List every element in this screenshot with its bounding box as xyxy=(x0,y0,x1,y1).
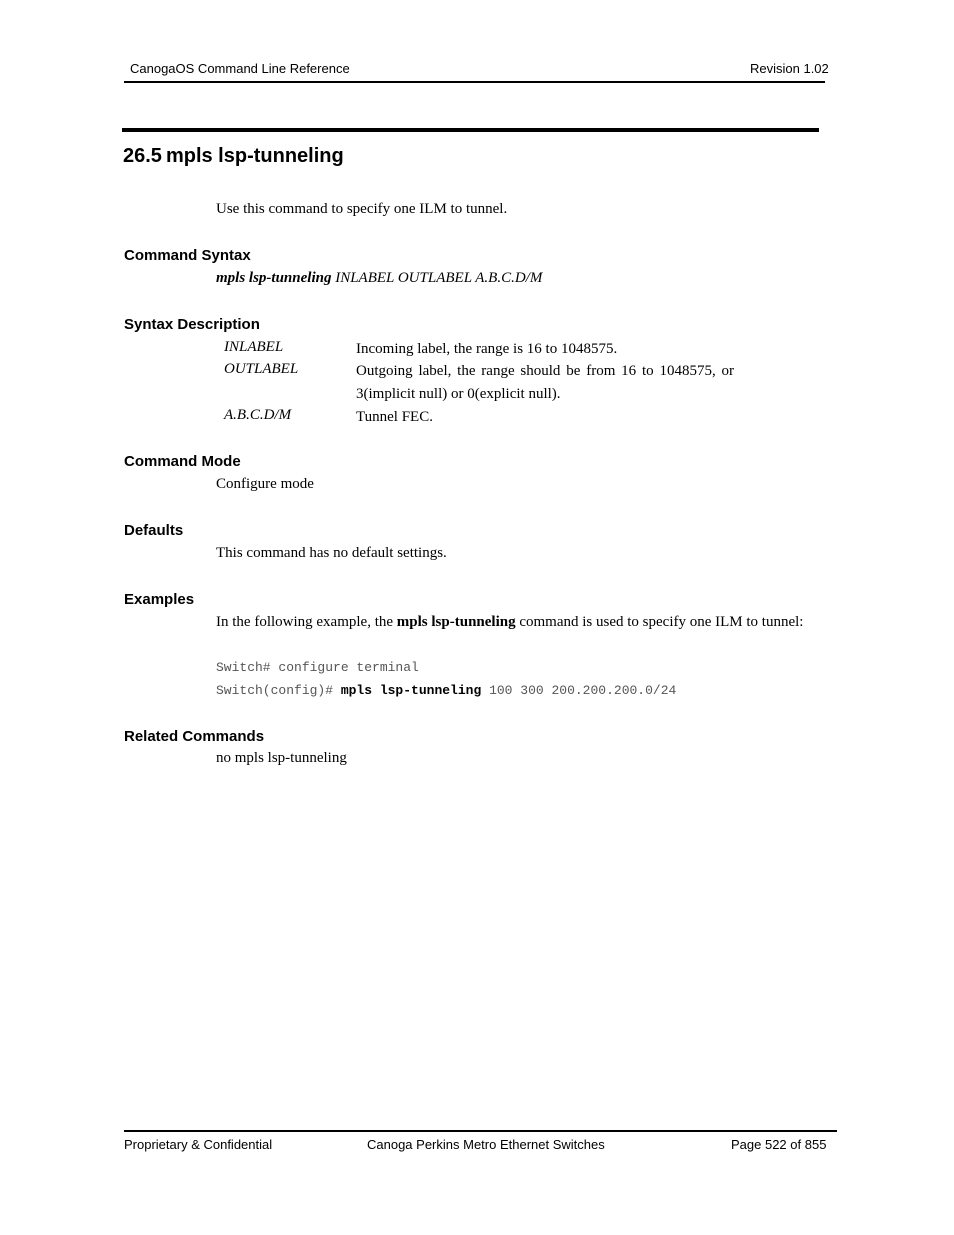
examples-text-before: In the following example, the xyxy=(216,614,394,630)
example-code-command: mpls lsp-tunneling xyxy=(340,683,482,698)
example-code-prompt: Switch(config)# xyxy=(216,683,341,698)
examples-text-after: command is used to specify one ILM to tunnel: xyxy=(519,614,804,630)
syntax-term: OUTLABEL xyxy=(224,361,299,377)
heading-related-commands: Related Commands xyxy=(124,728,265,745)
defaults-text: This command has no default settings. xyxy=(216,545,447,561)
heading-examples: Examples xyxy=(124,591,195,608)
syntax-term: A.B.C.D/M xyxy=(224,407,292,423)
syntax-desc: Tunnel FEC. xyxy=(356,409,433,425)
example-code-line xyxy=(216,683,676,698)
section-number: 26.5 xyxy=(123,145,162,167)
header-doc-title: CanogaOS Command Line Reference xyxy=(130,61,350,76)
command-syntax-command: mpls lsp-tunneling xyxy=(216,270,332,286)
heading-command-mode: Command Mode xyxy=(124,453,241,470)
syntax-desc: Outgoing label, the range should be from 16 to 1048575, or 3(implicit null) or 0(explicit null). xyxy=(356,363,734,402)
examples-text xyxy=(216,611,817,634)
section-title-text: mpls lsp-tunneling xyxy=(165,145,344,167)
related-command: no mpls lsp-tunneling xyxy=(216,750,347,766)
section-divider xyxy=(122,128,819,132)
footer-product: Canoga Perkins Metro Ethernet Switches xyxy=(367,1137,605,1152)
example-code-line: Switch# configure terminal xyxy=(216,660,419,675)
command-syntax-line xyxy=(216,270,542,287)
footer-confidential: Proprietary & Confidential xyxy=(124,1137,273,1152)
example-code-args: 100 300 200.200.200.0/24 xyxy=(481,683,677,698)
command-syntax-args: INLABEL OUTLABEL A.B.C.D/M xyxy=(335,270,543,286)
section-intro: Use this command to specify one ILM to tunnel. xyxy=(216,201,508,217)
heading-syntax-description: Syntax Description xyxy=(124,316,260,333)
syntax-desc: Incoming label, the range is 16 to 1048575. xyxy=(356,341,618,357)
syntax-term: INLABEL xyxy=(224,339,284,355)
footer-divider xyxy=(124,1130,837,1132)
examples-text-command: mpls lsp-tunneling xyxy=(396,614,516,630)
footer-page-number: Page 522 of 855 xyxy=(731,1137,827,1152)
heading-command-syntax: Command Syntax xyxy=(124,247,251,264)
header-divider xyxy=(124,81,825,83)
section-title xyxy=(123,145,344,168)
header-revision: Revision 1.02 xyxy=(750,61,829,76)
command-mode-text: Configure mode xyxy=(216,476,314,492)
heading-defaults: Defaults xyxy=(124,522,184,539)
